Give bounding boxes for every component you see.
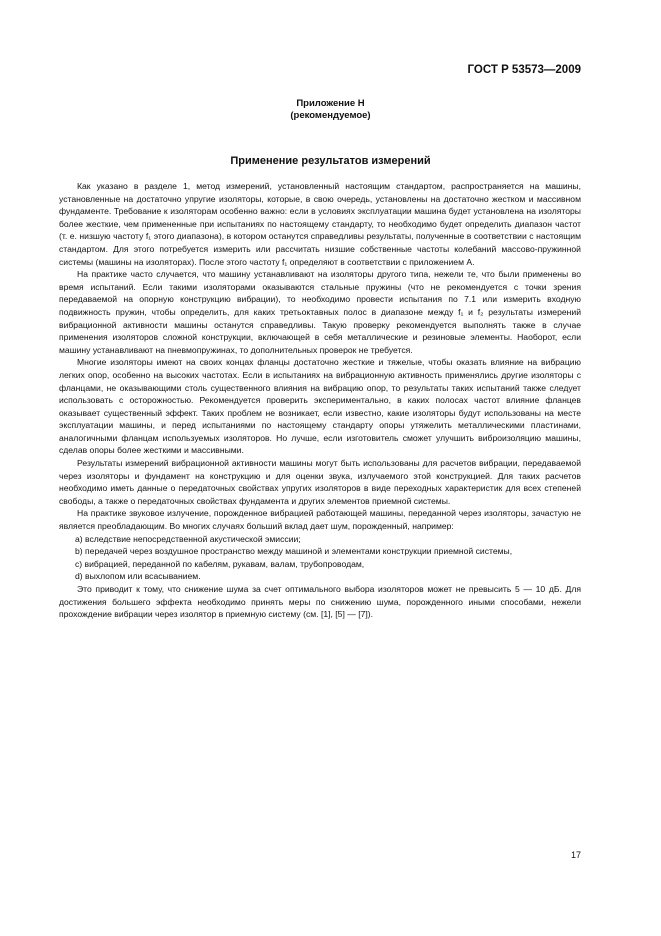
appendix-status: (рекомендуемое) bbox=[290, 110, 371, 121]
paragraph: На практике звуковое излучение, порожденное вибрацией работающей машины, переданной через изоляторы, зачастую не является преобладающим. Во многих случаях больший вклад дает шум, порожденный, например: bbox=[59, 508, 581, 532]
list-item: d) выхлопом или всасыванием. bbox=[75, 571, 201, 582]
source-list bbox=[59, 533, 581, 583]
list-item: c) вибрацией, переданной по кабелям, рукавам, валам, трубопроводам, bbox=[75, 558, 365, 569]
paragraph: Как указано в разделе 1, метод измерений, установленный настоящим стандартом, распространяется на машины, установленные на достаточно упругие изоляторы, которые, в свою очередь, установлены на достаточно жестком и массивном фундаменте. Требование к изоляторам особенно важно: если в условиях эксплуатации машина будет установлена на изоляторы более жесткие, чем примененные при испытаниях по настоящему стандарту, то необходимо будет определить диапазон частот (т. е. низшую частоту f₁ этого диапазона), в котором останутся справедливы результаты, полученные в соответствии с настоящим стандартом. Для этого потребуется измерить или рассчитать низшие собственные частоты колебаний массово-пружинной системы (машины на изоляторах). После этого частоту f₁ определяют в соответствии с приложением А. bbox=[59, 181, 581, 267]
list-item: b) передачей через воздушное пространство между машиной и элементами конструкции приемной системы, bbox=[75, 546, 513, 557]
appendix-title: Приложение Н bbox=[296, 98, 365, 109]
closing-paragraph: Это приводит к тому, что снижение шума за счет оптимального выбора изоляторов может не превысить 5 — 10 дБ. Для достижения большего эффекта необходимо принять меры по снижению шума, порожденного иными способами, нежели прохождение вибрации через изолятор в приемную систему (см. [1], [5] — [7]). bbox=[59, 584, 581, 620]
paragraph: Многие изоляторы имеют на своих концах фланцы достаточно жесткие и тяжелые, чтобы оказать влияние на вибрацию легких опор, особенно на высоких частотах. Если в испытаниях на вибрационную активность применялись другие изоляторы с фланцами, не оказывающими столь существенного влияния на вибрацию опор, то результаты таких испытаний также следует использовать с осторожностью. Рекомендуется проверить экспериментально, в каких полосах частот влияние фланцев оказывает существенный эффект. Таких проблем не возникает, если известно, какие изоляторы будут использованы на месте эксплуатации машины, и перед испытаниями по настоящему стандарту опоры утяжелить металлическими пластинами, аналогичными фланцам используемых изоляторов. Но лучше, если изготовитель сможет улучшить виброизоляцию машины, сделав опоры более жесткими и массивными. bbox=[59, 357, 581, 456]
section-title: Применение результатов измерений bbox=[230, 155, 431, 167]
paragraph: На практике часто случается, что машину устанавливают на изоляторы другого типа, нежели те, что были применены во время испытаний. Если такими изоляторами оказываются стальные пружины (что не рекомендуется с точки зрения передаваемой на опорную конструкцию вибрации), то необходимо провести испытания по 7.1 или измерить входную подвижность пружин, чтобы определить, для каких третьоктавных полос в диапазоне между f₁ и f₂ результаты измерений вибрационной активности машины останутся справедливы. Такую проверку рекомендуется выполнять также в случае применения изоляторов сложной конструкции, включающей в себя металлические и резиновые элементы. Наоборот, если машину устанавливают на пневмопружинах, то дополнительных проверок не требуется. bbox=[59, 269, 581, 355]
page-number: 17 bbox=[571, 850, 582, 860]
body-text bbox=[59, 180, 581, 621]
list-item: а) вследствие непосредственной акустической эмиссии; bbox=[75, 533, 301, 544]
document-header: ГОСТ Р 53573—2009 bbox=[467, 64, 581, 76]
paragraph: Результаты измерений вибрационной активности машины могут быть использованы для расчетов вибрации, передаваемой через изоляторы и фундамент на конструкцию и для оценки звука, излучаемого этой конструкцией. Для таких расчетов необходимо иметь данные о передаточных свойствах упругих изоляторов в виде переходных характеристик для всех степеней свободы, а также о передаточных свойствах фундамента и других элементов приемной системы. bbox=[59, 458, 581, 506]
appendix-heading bbox=[0, 98, 661, 122]
